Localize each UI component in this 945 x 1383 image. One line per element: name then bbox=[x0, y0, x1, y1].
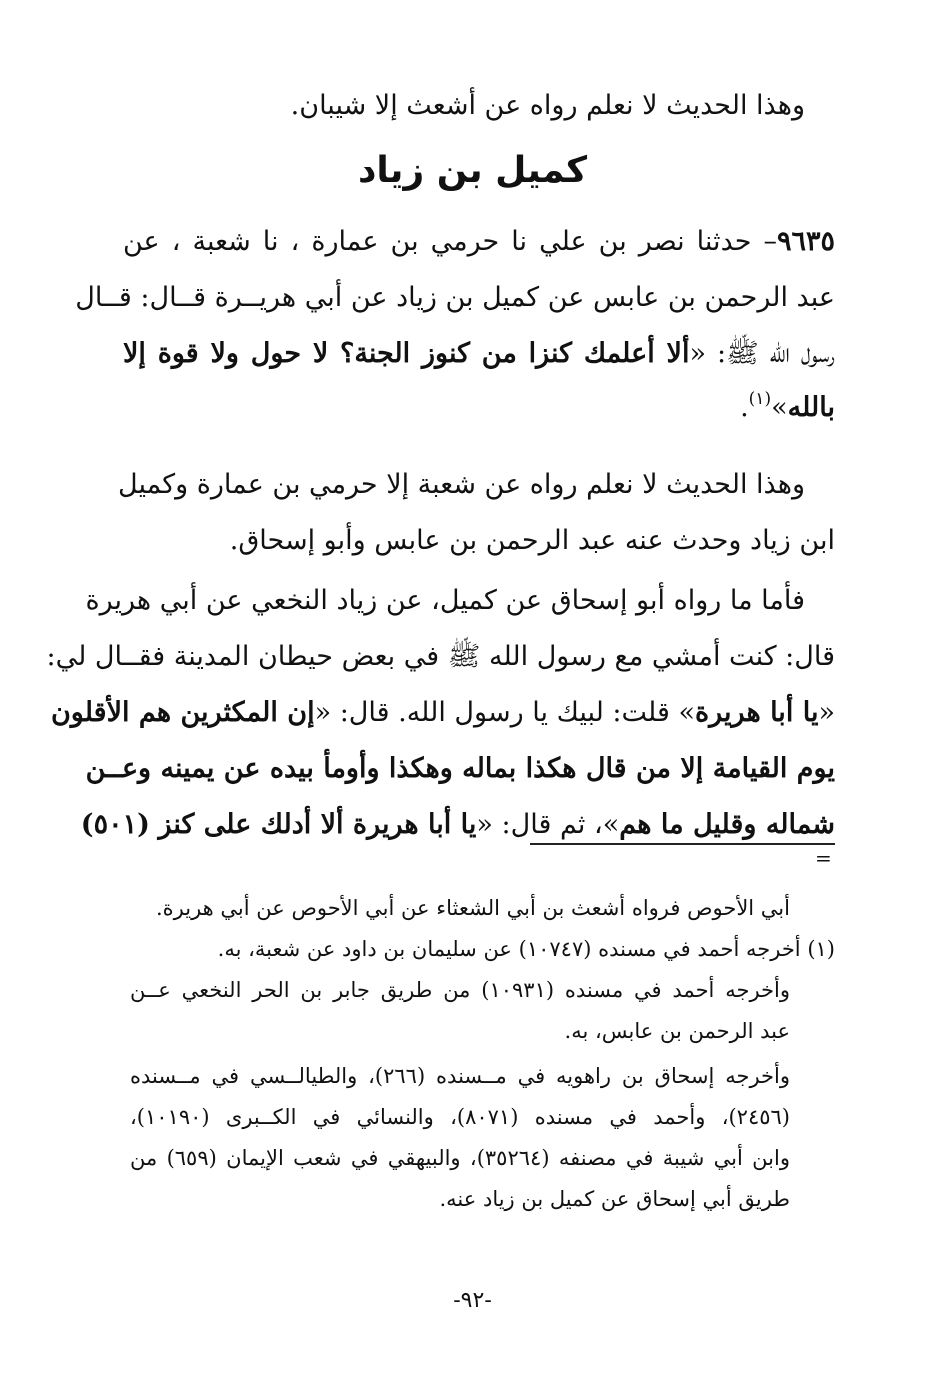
prophetic-saying: شماله وقليل ما هم bbox=[619, 809, 835, 840]
hadith-cross-ref: (٥٠١) bbox=[80, 809, 150, 840]
footnote-continuation: أبي الأحوص فرواه أشعث بن أبي الشعثاء عن أبي الأحوص عن أبي هريرة. bbox=[155, 896, 790, 920]
narration-text: »، ثم قال: « bbox=[476, 809, 620, 840]
continuation-mark: = bbox=[815, 846, 832, 870]
quote-close: » bbox=[771, 392, 788, 423]
footnote-ref: (١) bbox=[748, 389, 772, 409]
prophetic-saying: يا أبا هريرة bbox=[694, 697, 819, 728]
hadith-text: – حدثنا نصر بن علي نا حرمي بن عمارة ، نا شعبة ، عن bbox=[123, 226, 777, 257]
period: . bbox=[740, 392, 749, 423]
section-heading: كميل بن زياد bbox=[357, 150, 588, 191]
footnote-1-line-4: وأخرجه إسحاق بن راهويه في مــسنده (٢٦٦)، والطيالــسي في مــسنده bbox=[130, 1064, 791, 1088]
hadith-line-4 bbox=[123, 378, 835, 438]
hadith-line-1 bbox=[123, 212, 835, 272]
para2-line-1: وهذا الحديث لا نعلم رواه عن شعبة إلا حرمي بن عمارة وكميل bbox=[118, 469, 805, 500]
footnote-1: (١) أخرجه أحمد في مسنده (١٠٧٤٧) عن سليمان بن داود عن شعبة، به. bbox=[217, 937, 835, 961]
para3-line-2: قال: كنت أمشي مع رسول الله ﷺ في بعض حيطان المدينة فقــال لي: bbox=[46, 641, 835, 672]
narration-text: » قلت: لبيك يا رسول الله. قال: « bbox=[314, 697, 695, 728]
quote-open: « bbox=[818, 697, 835, 728]
hadith-line-3 bbox=[123, 324, 835, 384]
intro-line: وهذا الحديث لا نعلم رواه عن أشعث إلا شيبان. bbox=[290, 90, 805, 121]
footnote-1-line-7: طريق أبي إسحاق عن كميل بن زياد عنه. bbox=[439, 1187, 790, 1211]
prophetic-saying: يا أبا هريرة ألا أدلك على كنز bbox=[158, 809, 477, 840]
para3-line-4: يوم القيامة إلا من قال هكذا بماله وهكذا وأومأ بيده عن يمينه وعــن bbox=[85, 753, 835, 784]
hadith-line-2: عبد الرحمن بن عابس عن كميل بن زياد عن أبي هريــرة قــال: قــال bbox=[75, 282, 835, 313]
page-number: -٩٢- bbox=[453, 1288, 492, 1313]
para3-line-1: فأما ما رواه أبو إسحاق عن كميل، عن زياد النخعي عن أبي هريرة bbox=[85, 585, 805, 616]
prophetic-saying: إن المكثرين هم الأقلون bbox=[50, 697, 315, 728]
prophetic-saying: ألا أعلمك كنزا من كنوز الجنة؟ لا حول ولا قوة إلا bbox=[123, 338, 690, 369]
para2-line-2: ابن زياد وحدث عنه عبد الرحمن بن عابس وأبو إسحاق. bbox=[229, 525, 835, 556]
hadith-number: ٩٦٣٥ bbox=[776, 226, 835, 257]
prophetic-saying: بالله bbox=[787, 392, 835, 423]
footnote-separator bbox=[530, 843, 835, 845]
footnote-1-line-2: وأخرجه أحمد في مسنده (١٠٩٣١) من طريق جابر بن الحر النخعي عــن bbox=[130, 978, 790, 1002]
footnote-1-line-3: عبد الرحمن بن عابس، به. bbox=[564, 1019, 790, 1043]
hadith-text: رسول الله ﷺ: « bbox=[689, 338, 835, 369]
para3-line-3 bbox=[50, 683, 835, 743]
footnote-1-line-5: (٢٤٥٦)، وأحمد في مسنده (٨٠٧١)، والنسائي في الكــبرى (١٠١٩٠)، bbox=[130, 1105, 790, 1129]
footnote-1-line-6: وابن أبي شيبة في مصنفه (٣٥٢٦٤)، والبيهقي في شعب الإيمان (٦٥٩) من bbox=[130, 1146, 790, 1170]
para3-line-5 bbox=[80, 795, 835, 855]
